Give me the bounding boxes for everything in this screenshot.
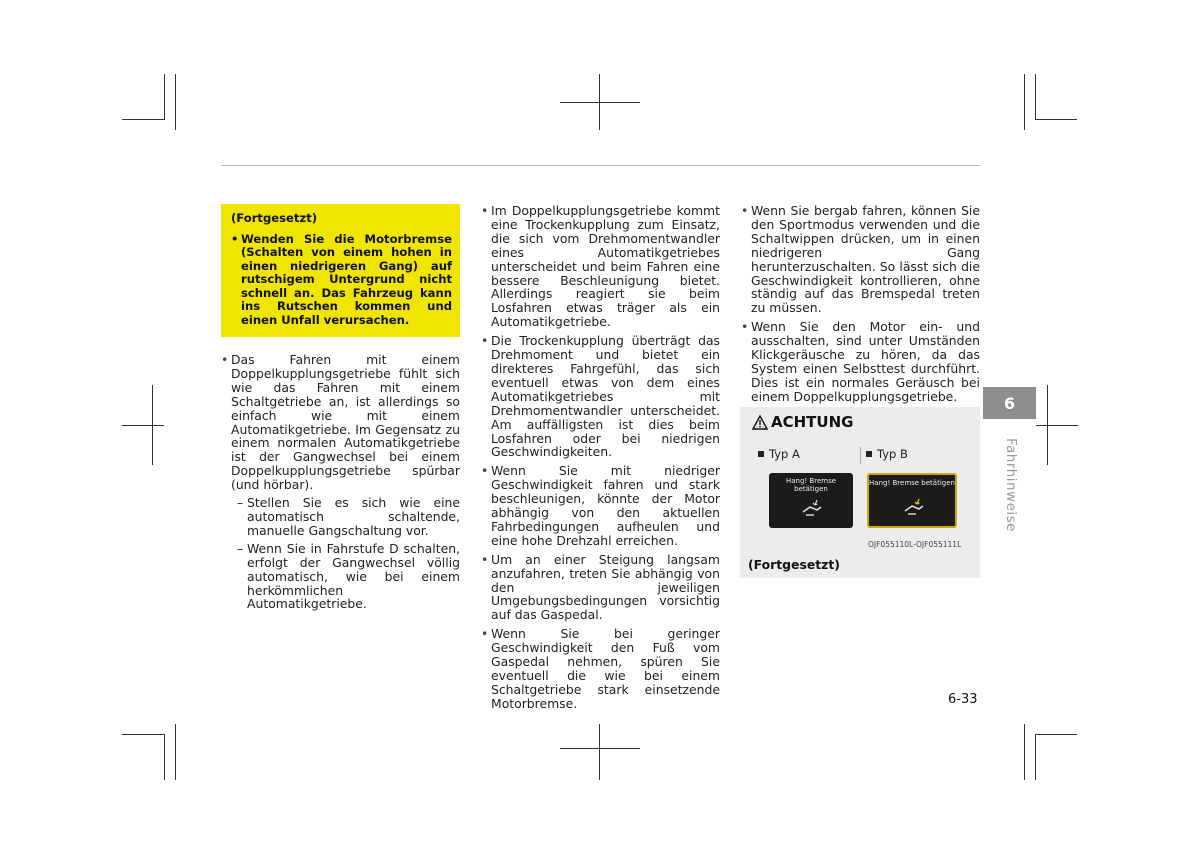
column-1 bbox=[221, 353, 460, 616]
sub-list-item: – Stellen Sie es sich wie eine automatisch schaltende, manuelle Gangschaltung vor. bbox=[237, 496, 460, 538]
crop-mark bbox=[1035, 74, 1036, 120]
crop-mark bbox=[122, 425, 164, 426]
crop-mark bbox=[175, 74, 176, 130]
page-number: 6-33 bbox=[948, 692, 978, 707]
crop-mark bbox=[122, 119, 164, 120]
crop-mark bbox=[1035, 734, 1077, 735]
caution-box bbox=[740, 407, 980, 578]
list-item: • Wenn Sie den Motor ein- und ausschalten, sind unter Umständen Klickgeräusche zu hören, da das System einen Selbsttest durchführt. Dies ist ein normales Geräusch bei einem Doppelkupplungsgetriebe. bbox=[741, 320, 980, 403]
crop-mark bbox=[1035, 734, 1036, 780]
warning-box bbox=[221, 204, 460, 337]
column-3 bbox=[741, 204, 980, 409]
brake-pedal-foot-icon bbox=[902, 497, 926, 517]
cluster-display-a bbox=[769, 473, 853, 528]
list-item: • Im Doppelkupplungsgetriebe kommt eine Trockenkupplung zum Einsatz, die sich vom Drehmomentwandler eines Automatikgetriebes unterscheidet und beim Fahren eine bessere Beschleunigung bietet. Allerdings reagiert sie beim Losfahren etwas träger als ein Automatikgetriebe. bbox=[481, 204, 720, 329]
crop-mark bbox=[1024, 724, 1025, 780]
divider bbox=[860, 447, 861, 464]
column-2 bbox=[481, 204, 720, 716]
chapter-title: Fahrhinweise bbox=[1003, 438, 1019, 532]
crop-mark bbox=[1035, 119, 1077, 120]
sub-list-item: – Wenn Sie in Fahrstufe D schalten, erfolgt der Gangwechsel völlig automatisch, wie bei einem herkömmlichen Automatikgetriebe. bbox=[237, 542, 460, 612]
square-bullet-icon bbox=[866, 451, 872, 457]
crop-mark bbox=[1036, 425, 1078, 426]
display-message: Hang! Bremse betätigen bbox=[869, 479, 955, 487]
crop-mark bbox=[599, 724, 600, 780]
crop-mark bbox=[122, 734, 164, 735]
type-a-label bbox=[758, 447, 800, 461]
list-item: • Um an einer Steigung langsam anzufahren, treten Sie abhängig von den jeweiligen Umgebungsbedingungen vorsichtig auf das Gaspedal. bbox=[481, 553, 720, 623]
warning-triangle-icon bbox=[752, 415, 768, 430]
list-item-text: Das Fahren mit einem Doppelkupplungsgetriebe fühlt sich wie das Fahren mit einem Schaltgetriebe an, ist allerdings so einfach wie mit einem Automatikgetriebe. Im Gegensatz zu einem normalen Automatikgetriebe ist der Gangwechsel bei einem Doppelkupplungsgetriebe spürbar (und hörbar). bbox=[231, 352, 460, 493]
caution-continued: (Fortgesetzt) bbox=[748, 557, 840, 572]
list-item: • Wenn Sie bergab fahren, können Sie den Sportmodus verwenden und die Schaltwippen drücken, um in einen niedrigeren Gang herunterzuschalten. So lässt sich die Geschwindigkeit kontrollieren, ohne ständig auf das Bremspedal treten zu müssen. bbox=[741, 204, 980, 315]
list-item: • Wenn Sie bei geringer Geschwindigkeit den Fuß vom Gaspedal nehmen, spüren Sie eventuell die wie bei einem Schaltgetriebe stark einsetzende Motorbremse. bbox=[481, 627, 720, 710]
type-b-label bbox=[866, 447, 908, 461]
crop-mark bbox=[560, 748, 640, 749]
crop-mark bbox=[164, 74, 165, 120]
image-reference-code: OJF055110L-OJF055111L bbox=[868, 540, 962, 549]
warning-text: • Wenden Sie die Motorbremse (Schalten von einem hohen in einen niedrigeren Gang) auf rutschigem Untergrund nicht schnell an. Das Fahrzeug kann ins Rutschen kommen und einen Unfall verursachen. bbox=[231, 233, 452, 328]
type-b-text: Typ B bbox=[877, 447, 908, 461]
list-item bbox=[221, 353, 460, 611]
caution-header bbox=[752, 413, 853, 431]
list-item: • Die Trockenkupplung überträgt das Drehmoment und bietet ein direkteres Fahrgefühl, das sich eventuell etwas von dem eines Automatikgetriebes mit Drehmomentwandler unterscheidet. Am auffälligsten ist dies beim Losfahren oder bei niedrigen Geschwindigkeiten. bbox=[481, 334, 720, 459]
warning-continued: (Fortgesetzt) bbox=[231, 211, 318, 225]
brake-pedal-foot-icon bbox=[800, 498, 824, 518]
caution-title: ACHTUNG bbox=[771, 413, 854, 431]
list-item: • Wenn Sie mit niedriger Geschwindigkeit fahren und stark beschleunigen, könnte der Motor abhängig von den aktuellen Fahrbedingungen aufheulen und eine hohe Drehzahl erreichen. bbox=[481, 464, 720, 547]
crop-mark bbox=[175, 724, 176, 780]
square-bullet-icon bbox=[758, 451, 764, 457]
header-rule bbox=[221, 165, 980, 166]
display-message: Hang! Bremse betätigen bbox=[785, 477, 837, 493]
cluster-display-b bbox=[867, 473, 957, 528]
crop-mark bbox=[164, 734, 165, 780]
crop-mark bbox=[560, 102, 640, 103]
chapter-tab: 6 bbox=[983, 387, 1036, 419]
type-a-text: Typ A bbox=[769, 447, 800, 461]
crop-mark bbox=[1024, 74, 1025, 130]
